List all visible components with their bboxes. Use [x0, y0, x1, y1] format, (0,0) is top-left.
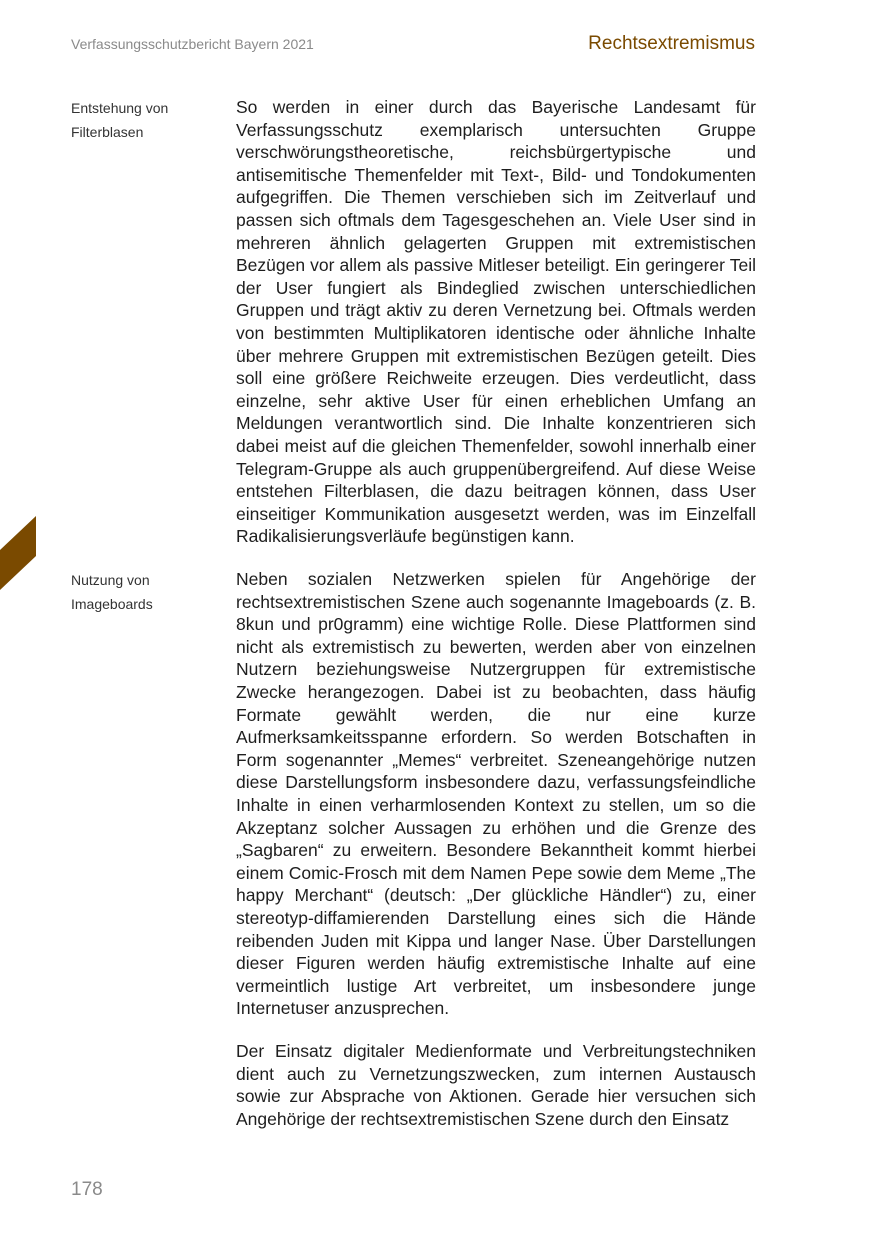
paragraph-filterblasen: So werden in einer durch das Bayerische Landesamt für Verfassungsschutz exemplarisch untersuchten Gruppe verschwörungstheoretische, reichsbürgertypische und antisemitische Themenfelder mit Text-, Bild- und Tondokumenten aufgegriffen. Die Themen verschieben sich im Zeitverlauf und passen sich oftmals dem Tagesgeschehen an. Viele User sind in mehreren ähnlich gelagerten Gruppen mit extremistischen Bezügen vor allem als passive Mitleser beteiligt. Ein geringerer Teil der User fungiert als Bindeglied zwischen unterschiedlichen Gruppen und trägt aktiv zu deren Vernetzung bei. Oftmals werden von bestimmten Multiplikatoren identische oder ähnliche Inhalte über mehrere Gruppen mit extremistischen Bezügen geteilt. Dies soll eine größere Reichweite erzeugen. Dies verdeutlicht, dass einzelne, sehr aktive User für einen erheblichen Umfang an Meldungen verantwortlich sind. Die Inhalte konzentrieren sich dabei meist auf die gleichen Themenfelder, sowohl innerhalb einer Telegram-Gruppe als auch gruppenübergreifend. Auf diese Weise entstehen Filterblasen, die dazu beitragen können, dass User einseitiger Kommunikation ausgesetzt werden, was im Einzelfall Radikalisierungsverläufe begünstigen kann.: [236, 97, 756, 547]
paragraph-medienformate: Der Einsatz digitaler Medienformate und Verbreitungstechniken dient auch zu Vernetzungszwecken, zum internen Austausch sowie zur Absprache von Aktionen. Gerade hier versuchen sich Angehörige der rechtsextremistischen Szene durch den Einsatz: [236, 1041, 756, 1129]
page-number: 178: [71, 1179, 103, 1200]
paragraph-imageboards: Neben sozialen Netzwerken spielen für Angehörige der rechtsextremistischen Szene auch sogenannte Imageboards (z. B. 8kun und pr0gramm) eine wichtige Rolle. Diese Plattformen sind nicht als extremistisch zu bewerten, werden aber von einzelnen Nutzern beziehungsweise Nutzergruppen für extremistische Zwecke herangezogen. Dabei ist zu beobachten, dass häufig Formate gewählt werden, die nur eine kurze Aufmerksamkeitsspanne erfordern. So werden Botschaften in Form sogenannter „Memes“ verbreitet. Szeneangehörige nutzen diese Darstellungsform insbesondere dazu, verfassungsfeindliche Inhalte in einen verharmlosenden Kontext zu stellen, um so die Akzeptanz solcher Aussagen zu erhöhen und die Grenze des „Sagbaren“ zu erweitern. Besondere Bekanntheit kommt hierbei einem Comic-Frosch mit dem Namen Pepe sowie dem Meme „The happy Merchant“ (deutsch: „Der glückliche Händler“) zu, einer stereotyp-diffamierenden Darstellung eines sich die Hände reibenden Juden mit Kippa und langer Nase. Über Darstellungen dieser Figuren werden häufig extremistische Inhalte auf eine vermeintlich lustige Art verbreitet, um insbesondere junge Internetuser anzusprechen.: [236, 569, 756, 1019]
running-header-chapter: Rechtsextremismus: [588, 33, 755, 54]
chapter-tab-shape: [0, 516, 36, 590]
margin-note-filterblasen: Entstehung von Filterblasen: [71, 100, 169, 140]
running-header-publication: Verfassungsschutzbericht Bayern 2021: [71, 36, 314, 52]
chapter-tab-marker: [0, 516, 36, 590]
margin-note-imageboards: Nutzung von Imageboards: [71, 572, 153, 612]
